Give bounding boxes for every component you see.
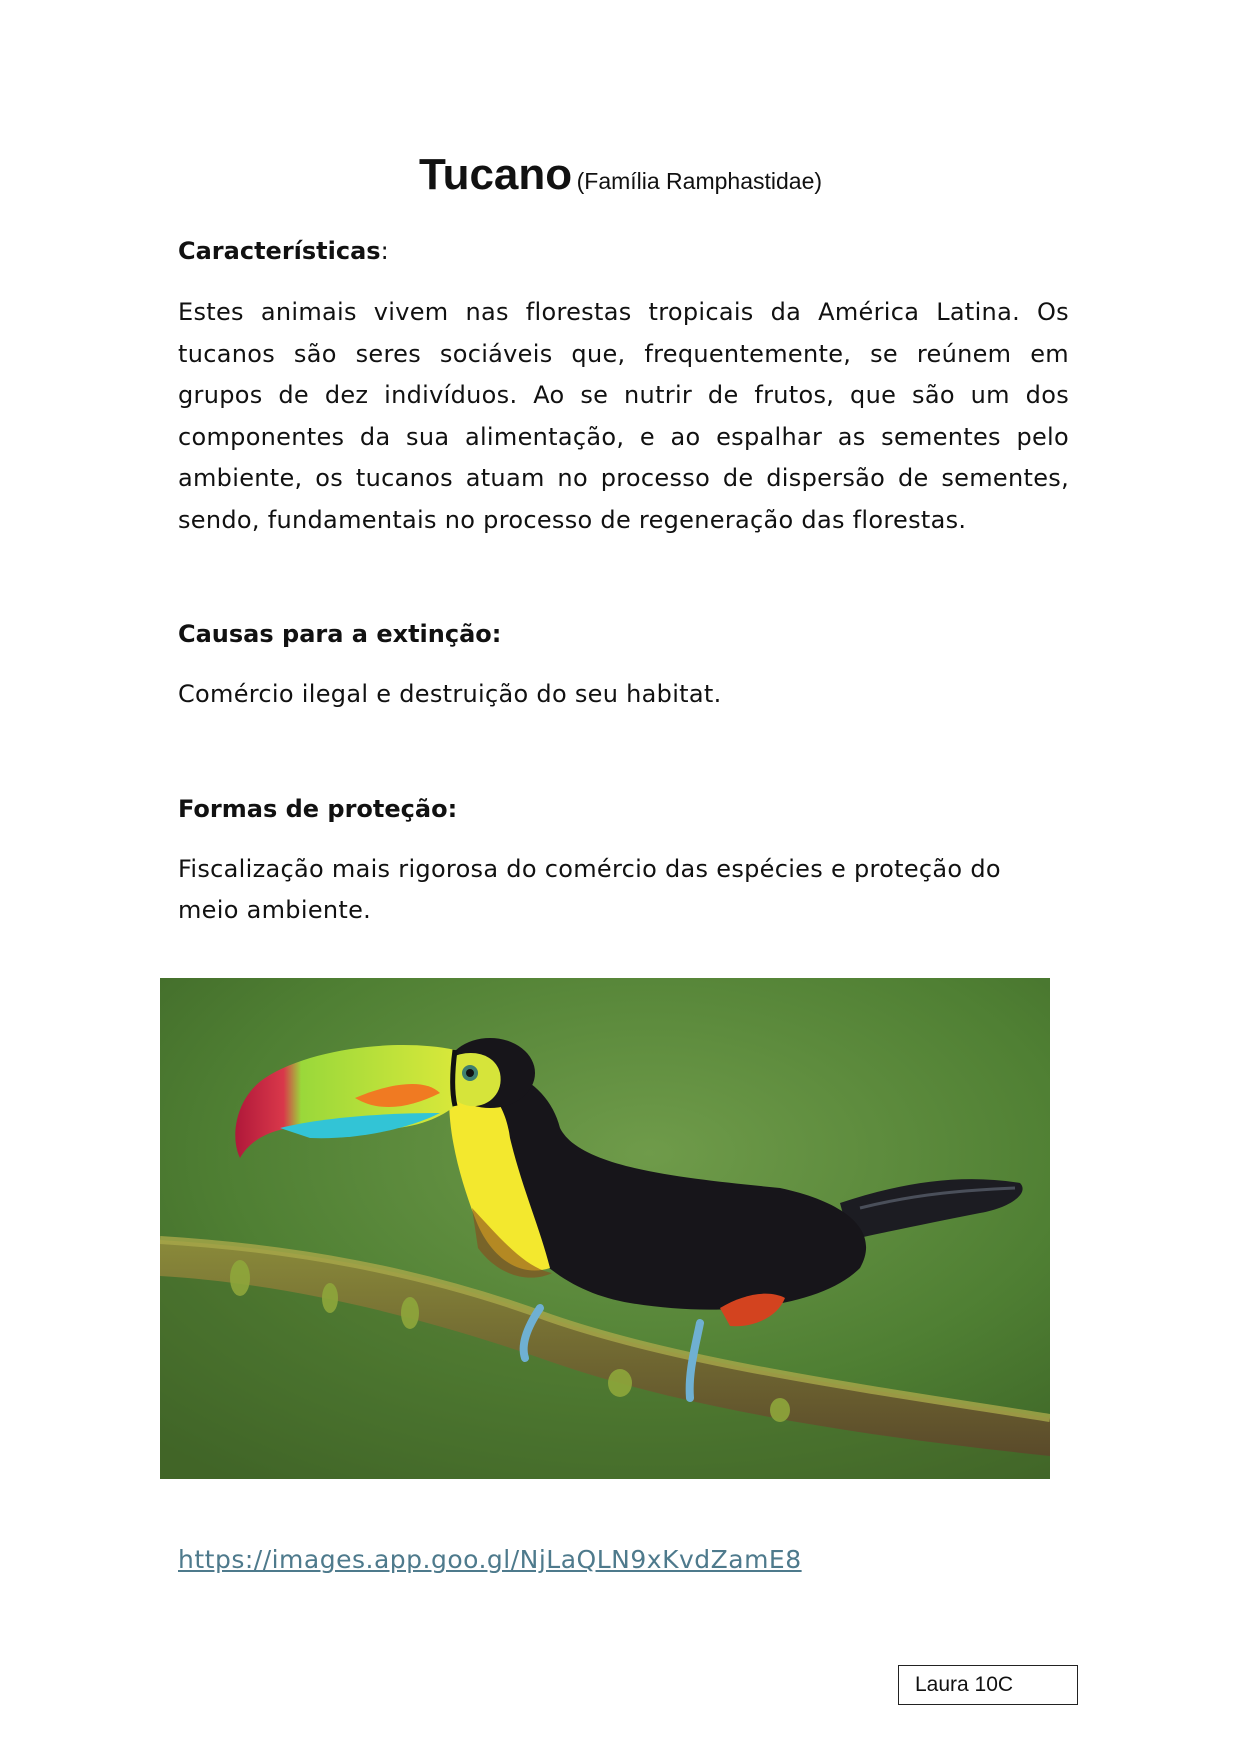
paragraph-caracteristicas: Estes animais vivem nas florestas tropicais da América Latina. Os tucanos são seres sociáveis que, frequentemente, se reúnem em grupos de dez indivíduos. Ao se nutrir de frutos, que são um dos componentes da sua alimentação, e ao espalhar as sementes pelo ambiente, os tucanos atuam no processo de dispersão de sementes, sendo, fundamentais no processo de regeneração das florestas. [178,298,1069,534]
source-link[interactable]: https://images.app.goo.gl/NjLaQLN9xKvdZamE8 [178,1545,802,1574]
heading-caracteristicas: Características: [178,237,389,265]
heading-causas-extincao: Causas para a extinção: [178,620,502,648]
title-main: Tucano [418,150,573,199]
title-subtitle: (Família Ramphastidae) [576,168,823,194]
paragraph-formas-protecao-line1: Fiscalização mais rigorosa do comércio das espécies e proteção do [178,855,1001,883]
paragraph-formas-protecao-line2: meio ambiente. [178,896,372,924]
heading-formas-protecao: Formas de proteção: [178,795,458,823]
paragraph-causas-extincao: Comércio ilegal e destruição do seu habitat. [178,680,722,708]
page-title [0,150,1241,200]
author-box: Laura 10C [898,1665,1078,1705]
toucan-photo [160,978,1050,1479]
